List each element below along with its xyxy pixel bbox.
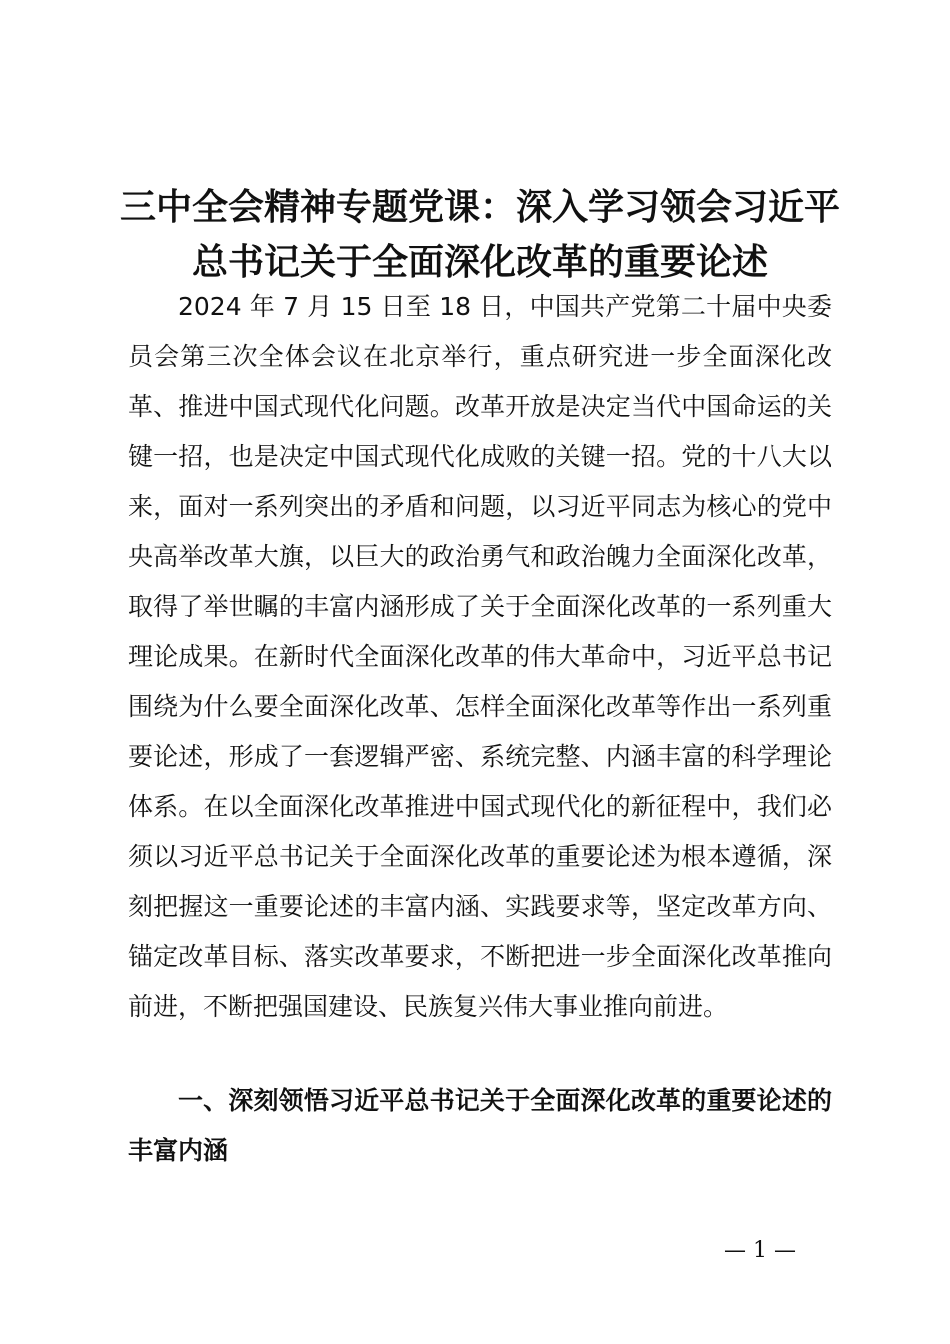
page-number: — 1 — <box>724 1238 796 1263</box>
title-line-1: 三中全会精神专题党课：深入学习领会习近平 <box>119 187 840 228</box>
section-heading: 一、深刻领悟习近平总书记关于全面深化改革的重要论述的丰富内涵 <box>128 1086 832 1165</box>
title-line-2: 总书记关于全面深化改革的重要论述 <box>191 242 768 283</box>
body-paragraph: 2024 年 7 月 15 日至 18 日，中国共产党第二十届中央委员会第三次全体会议在北京举行，重点研究进一步全面深化改革、推进中国式现代化问题。改革开放是决定当代中国命运的关键一招，也是决定中国式现代化成败的关键一招。党的十八大以来，面对一系列突出的矛盾和问题，以习近平同志为核心的党中央高举改革大旗，以巨大的政治勇气和政治魄力全面深化改革，取得了举世瞩的丰富内涵形成了关于全面深化改革的一系列重大理论成果。在新时代全面深化改革的伟大革命中，习近平总书记围绕为什么要全面深化改革、怎样全面深化改革等作出一系列重要论述，形成了一套逻辑严密、系统完整、内涵丰富的科学理论体系。在以全面深化改革推进中国式现代化的新征程中，我们必须以习近平总书记关于全面深化改革的重要论述为根本遵循，深刻把握这一重要论述的丰富内涵、实践要求等，坚定改革方向、锚定改革目标、落实改革要求，不断把进一步全面深化改革推向前进，不断把强国建设、民族复兴伟大事业推向前进。 <box>128 292 832 1021</box>
document-title <box>110 180 850 290</box>
